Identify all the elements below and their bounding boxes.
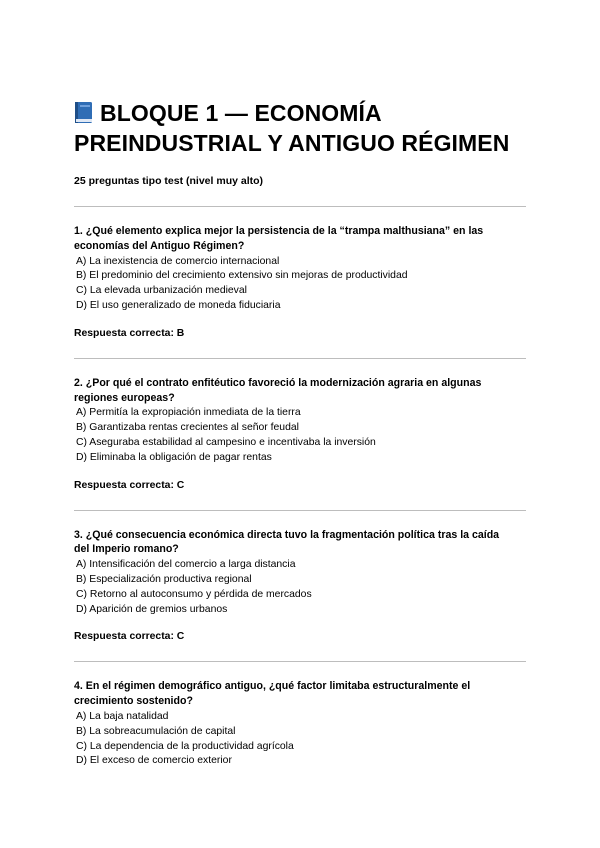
correct-answer: Respuesta correcta: C [74, 631, 185, 643]
options-list [74, 406, 526, 465]
question-line-2: regiones europeas? [74, 391, 175, 404]
document-page [74, 98, 526, 769]
option-d: D) El uso generalizado de moneda fiduciaria [76, 299, 281, 311]
option-c: C) Retorno al autoconsumo y pérdida de mercados [76, 588, 312, 600]
option-b: B) Especialización productiva regional [76, 573, 252, 585]
options-list [74, 558, 526, 617]
title-line-2: PREINDUSTRIAL Y ANTIGUO RÉGIMEN [74, 130, 510, 156]
question-text [74, 224, 526, 254]
title-line-1: BLOQUE 1 — ECONOMÍA [100, 100, 382, 126]
options-list [74, 710, 526, 769]
question-text [74, 679, 526, 709]
divider [74, 661, 526, 662]
question-line-1: 4. En el régimen demográfico antiguo, ¿qué factor limitaba estructuralmente el [74, 680, 471, 693]
divider [74, 510, 526, 511]
divider [74, 358, 526, 359]
divider [74, 206, 526, 207]
document-title [74, 98, 526, 158]
question-line-2: economías del Antiguo Régimen? [74, 239, 245, 252]
option-a: A) La inexistencia de comercio internacional [76, 255, 280, 267]
question-text [74, 376, 526, 406]
correct-answer: Respuesta correcta: B [74, 327, 185, 339]
option-d: D) Eliminaba la obligación de pagar rentas [76, 451, 272, 463]
blue-book-icon [74, 100, 92, 121]
question-4 [74, 679, 526, 769]
question-line-1: 2. ¿Por qué el contrato enfitéutico favoreció la modernización agraria en algunas [74, 376, 482, 389]
question-line-2: del Imperio romano? [74, 543, 179, 556]
option-c: C) La elevada urbanización medieval [76, 285, 247, 297]
option-c: C) La dependencia de la productividad agrícola [76, 740, 294, 752]
question-1 [74, 224, 526, 341]
option-a: A) Intensificación del comercio a larga distancia [76, 559, 296, 571]
option-c: C) Aseguraba estabilidad al campesino e incentivaba la inversión [76, 436, 376, 448]
option-b: B) La sobreacumulación de capital [76, 725, 236, 737]
option-b: B) El predominio del crecimiento extensivo sin mejoras de productividad [76, 270, 408, 282]
question-3 [74, 528, 526, 645]
option-d: D) El exceso de comercio exterior [76, 755, 232, 767]
option-b: B) Garantizaba rentas crecientes al señor feudal [76, 422, 299, 434]
option-a: A) La baja natalidad [76, 710, 169, 722]
question-line-2: crecimiento sostenido? [74, 695, 193, 708]
question-text [74, 528, 526, 558]
options-list [74, 255, 526, 314]
correct-answer: Respuesta correcta: C [74, 479, 185, 491]
document-subtitle: 25 preguntas tipo test (nivel muy alto) [74, 175, 264, 187]
option-d: D) Aparición de gremios urbanos [76, 603, 228, 615]
question-line-1: 1. ¿Qué elemento explica mejor la persistencia de la “trampa malthusiana” en las [74, 225, 484, 237]
question-2 [74, 376, 526, 493]
option-a: A) Permitía la expropiación inmediata de la tierra [76, 407, 301, 419]
question-line-1: 3. ¿Qué consecuencia económica directa tuvo la fragmentación política tras la caída [74, 528, 500, 541]
